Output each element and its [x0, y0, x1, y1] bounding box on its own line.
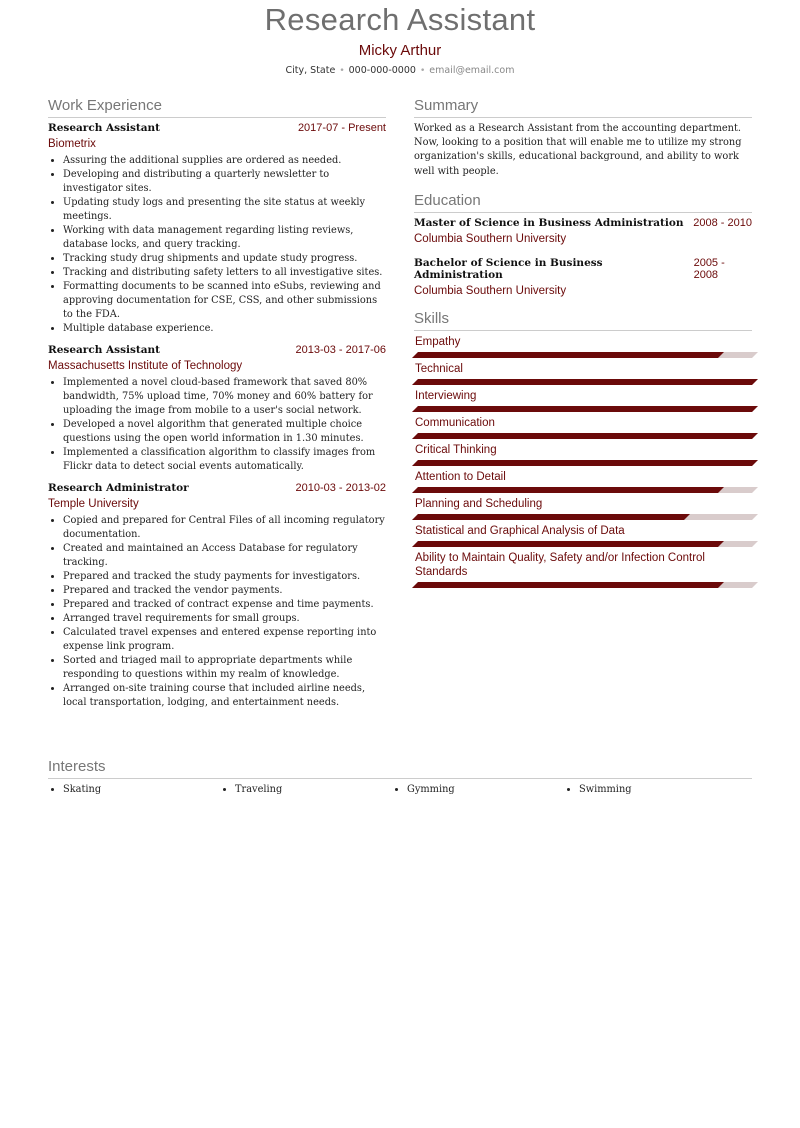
bullet-item: • Implemented a classification algorithm to classify images from Flickr data to detect social events automatically. [63, 446, 386, 474]
education-header [414, 257, 752, 281]
interest-column [564, 783, 736, 797]
skill-level-bar [412, 582, 758, 588]
bullet-item: • Sorted and triaged mail to appropriate departments while responding to questions within my realm of knowledge. [63, 654, 386, 682]
education-header [414, 217, 752, 229]
skill-name: Technical [415, 362, 463, 375]
degree: Master of Science in Business Administration [414, 216, 684, 229]
skill-level-fill [412, 433, 758, 439]
job-date: 2010-03 - 2013-02 [295, 482, 386, 494]
skill-entry [414, 335, 752, 358]
bullet-item: • Tracking study drug shipments and update study progress. [63, 252, 386, 266]
bullet-item: • Arranged on-site training course that included airline needs, local transportation, lodging, and entertainment needs. [63, 682, 386, 710]
bullet-item: • Updating study logs and presenting the site status at weekly meetings. [63, 196, 386, 224]
job-company: Massachusetts Institute of Technology [48, 360, 243, 372]
skill-entry [414, 497, 752, 520]
interest-item: • Traveling [235, 783, 392, 797]
job-header [48, 122, 386, 134]
bullet-item: • Prepared and tracked of contract expense and time payments. [63, 598, 386, 612]
skill-level-bar [412, 541, 758, 547]
education-entry [414, 217, 752, 247]
skill-entry [414, 470, 752, 493]
bullet-item: • Working with data management regarding listing reviews, database locks, and query tracking. [63, 224, 386, 252]
skill-entry [414, 362, 752, 385]
interest-item: • Skating [63, 783, 220, 797]
skill-level-bar [412, 487, 758, 493]
skill-level-fill [412, 514, 690, 520]
separator-dot: • [419, 66, 426, 76]
skill-name: Planning and Scheduling [415, 497, 543, 510]
skill-level-fill [412, 541, 724, 547]
interest-column [48, 783, 220, 797]
bullet-item: • Prepared and tracked the study payments for investigators. [63, 570, 386, 584]
skill-entry [414, 389, 752, 412]
resume-header [0, 0, 800, 78]
interests-list [48, 783, 752, 797]
skill-level-bar [412, 406, 758, 412]
job-bullets [48, 154, 386, 336]
skill-entry [414, 443, 752, 466]
skill-level-fill [412, 352, 724, 358]
interest-column [392, 783, 564, 797]
school: Columbia Southern University [414, 232, 567, 245]
skill-entry [414, 551, 752, 588]
skill-name: Empathy [415, 335, 461, 348]
skill-level-bar [412, 460, 758, 466]
bullet-item: • Developed a novel algorithm that generated multiple choice questions using the open world information in 1.30 minutes. [63, 418, 386, 446]
skill-level-bar [412, 379, 758, 385]
skill-name: Statistical and Graphical Analysis of Data [415, 524, 625, 537]
bullet-item: • Developing and distributing a quarterly newsletter to investigator sites. [63, 168, 386, 196]
job-bullets [48, 376, 386, 474]
bullet-item: • Created and maintained an Access Database for regulatory tracking. [63, 542, 386, 570]
education-list [414, 217, 752, 299]
job-title: Research Administrator [48, 482, 189, 494]
skill-name: Communication [415, 416, 495, 429]
email: email@email.com [429, 65, 515, 76]
candidate-name: Micky Arthur [358, 42, 442, 59]
education-entry [414, 257, 752, 299]
job-header [48, 482, 386, 494]
bullet-item: • Multiple database experience. [63, 322, 386, 336]
bullet-item: • Calculated travel expenses and entered expense reporting into expense link program. [63, 626, 386, 654]
bullet-item: • Prepared and tracked the vendor payments. [63, 584, 386, 598]
skill-entry [414, 416, 752, 439]
degree: Bachelor of Science in Business Administration [414, 256, 603, 281]
skill-name: Attention to Detail [415, 470, 506, 483]
right-column [414, 96, 752, 592]
skill-level-bar [412, 352, 758, 358]
separator-dot: • [339, 66, 345, 76]
job-date: 2013-03 - 2017-06 [295, 344, 386, 356]
job-company: Temple University [48, 498, 139, 510]
resume-title: Research Assistant [264, 2, 536, 37]
summary-heading: Summary [414, 96, 752, 118]
interest-item: • Swimming [579, 783, 736, 797]
skill-name: Ability to Maintain Quality, Safety and/or Infection Control Standards [415, 551, 705, 578]
bullet-item: • Arranged travel requirements for small groups. [63, 612, 386, 626]
bullet-item: • Assuring the additional supplies are ordered as needed. [63, 154, 386, 168]
job-entry [48, 122, 386, 336]
job-date: 2017-07 - Present [297, 122, 386, 134]
phone: 000-000-0000 [348, 65, 416, 76]
job-title: Research Assistant [48, 122, 161, 134]
job-entry [48, 482, 386, 710]
job-bullets [48, 514, 386, 710]
summary-text: Worked as a Research Assistant from the accounting department. Now, looking to a position that will enable me to utilize my strong organization's skills, educational background, and ability to work well with people. [414, 123, 742, 177]
job-company: Biometrix [48, 138, 96, 150]
bullet-item: • Tracking and distributing safety letters to all investigative sites. [63, 266, 386, 280]
skill-level-bar [412, 433, 758, 439]
bullet-item: • Implemented a novel cloud-based framework that saved 80% bandwidth, 75% upload time, 70% money and 60% battery for uploading the image from mobile to a user's social network. [63, 376, 386, 418]
education-date: 2005 - 2008 [693, 256, 725, 281]
location: City, State [285, 65, 336, 76]
skills-heading: Skills [414, 309, 752, 331]
skill-level-fill [412, 406, 758, 412]
skill-name: Critical Thinking [415, 443, 497, 456]
school: Columbia Southern University [414, 284, 567, 297]
contact-line [0, 64, 800, 78]
interests-heading: Interests [48, 757, 752, 779]
skill-level-fill [412, 582, 724, 588]
education-date: 2008 - 2010 [693, 216, 752, 229]
interests-section [48, 757, 752, 797]
interest-item: • Gymming [407, 783, 564, 797]
jobs-list [48, 122, 386, 710]
interest-column [220, 783, 392, 797]
skill-entry [414, 524, 752, 547]
education-heading: Education [414, 191, 752, 213]
job-entry [48, 344, 386, 474]
skill-level-fill [412, 379, 758, 385]
bullet-item: • Copied and prepared for Central Files of all incoming regulatory documentation. [63, 514, 386, 542]
work-experience-heading: Work Experience [48, 96, 386, 118]
skill-name: Interviewing [415, 389, 477, 402]
skill-level-bar [412, 514, 758, 520]
job-header [48, 344, 386, 356]
skill-level-fill [412, 487, 724, 493]
skill-level-fill [412, 460, 758, 466]
skills-list [414, 335, 752, 588]
left-column [48, 96, 386, 718]
bullet-item: • Formatting documents to be scanned into eSubs, reviewing and approving documentation for CSE, CSS, and other submissions to the FDA. [63, 280, 386, 322]
job-title: Research Assistant [48, 344, 161, 356]
